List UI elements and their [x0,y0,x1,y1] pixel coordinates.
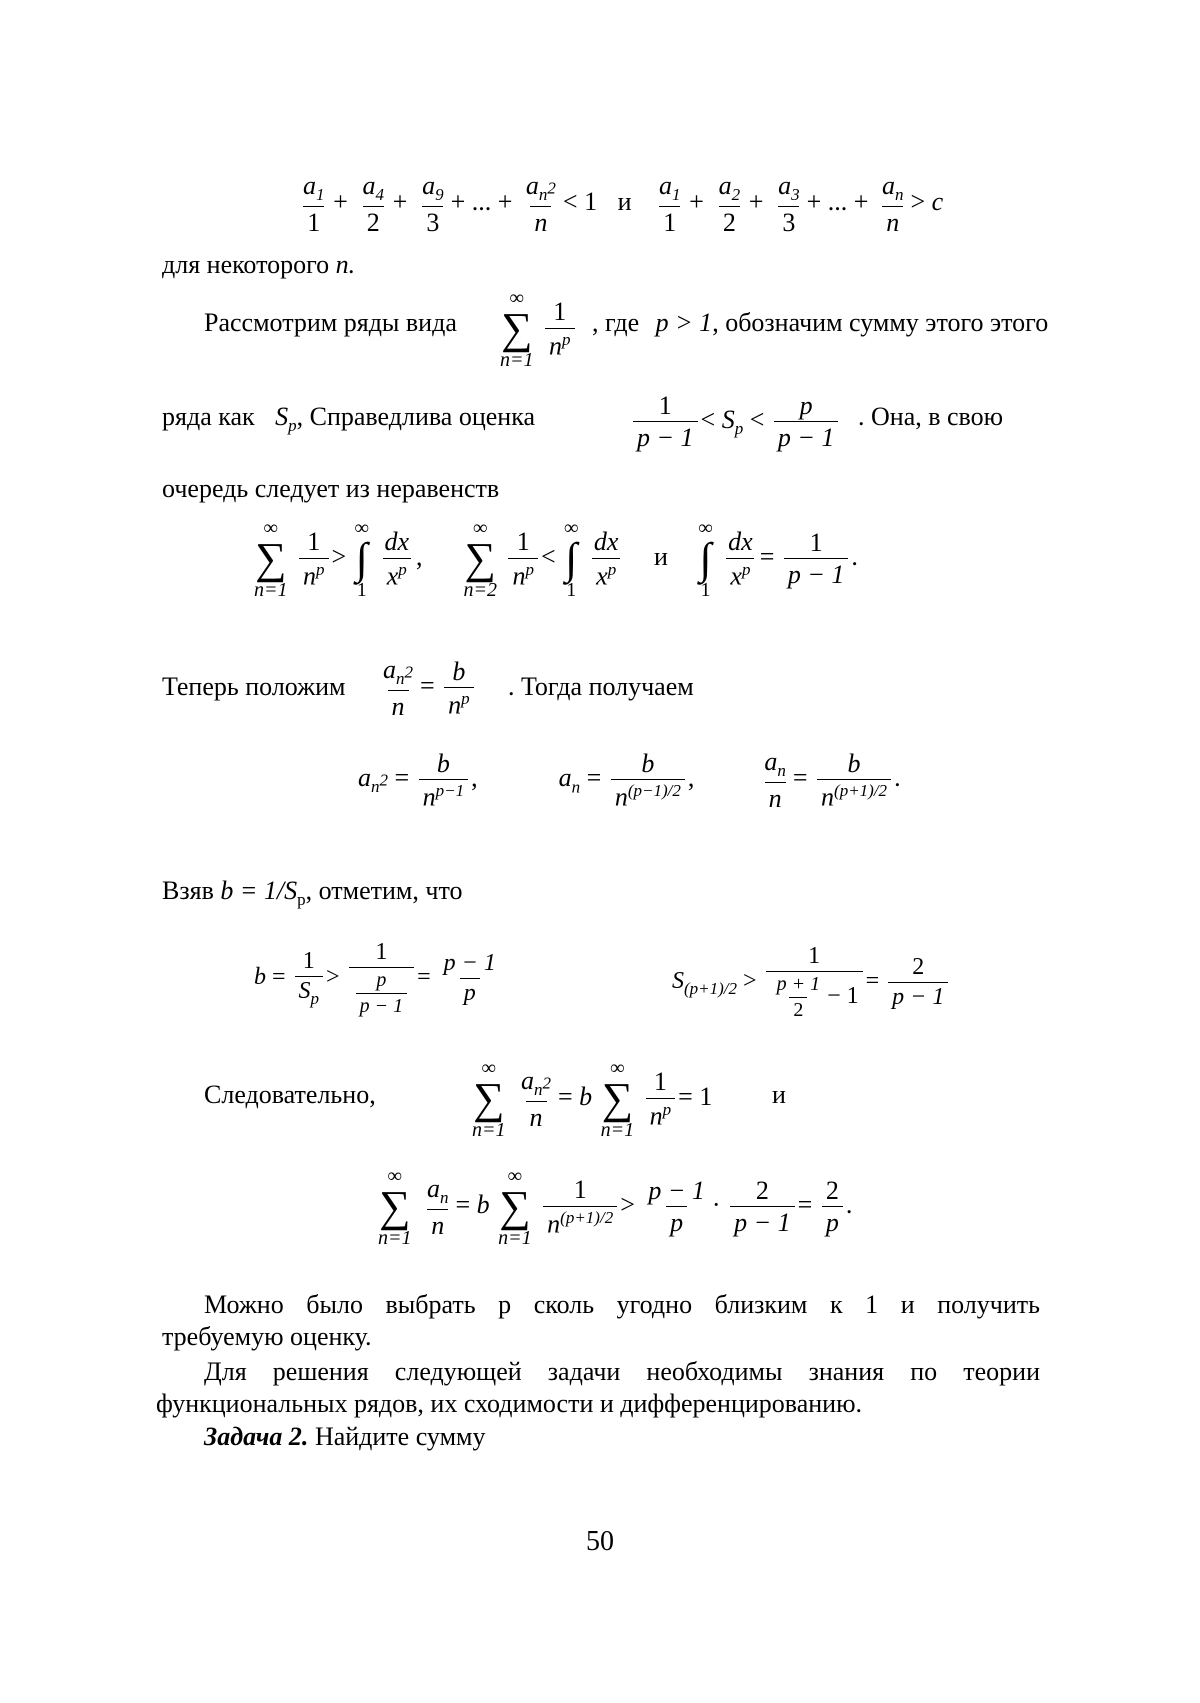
text-it-in-turn: . Она, в свою [858,402,1004,431]
formula-sum-equals-one: ∞ ∑ n=1 $\frac{a_{n^2}}{n}$ = b ∞ ∑ n=1 $\frac{1}{n^p}$ = 1 [472,1057,713,1141]
paragraph-could-choose-line1: Можно было выбрать p сколь угодно близким к 1 и получить [204,1290,1040,1319]
conj-and-1: и [617,187,632,217]
page-number: 50 [586,1526,614,1557]
text-consider-series: Рассмотрим ряды вида [204,308,457,337]
formula-p-series: ∞ ∑ n=1 $\frac{1}{n^p}$ [498,288,578,370]
paragraph-next-task-line1: Для решения следующей задачи необходимы знания по теории [204,1357,1040,1386]
text-therefore: Следовательно, [204,1080,376,1109]
paragraph-could-choose-line2: требуемую оценку. [162,1322,372,1351]
formula-final-sum: ∞ ∑ n=1 $\frac{a_n}{n}$ = b ∞ ∑ n=1 $\frac{1}{n^{(p+1)/2}}$ > $\frac{p - 1}{p}$ · $\frac{2}{p - 1}$ = $\frac{2}{p}$ . [378,1165,853,1249]
text-now-set: Теперь положим [162,672,346,701]
task-label: Задача 2. [204,1422,309,1451]
text-follows-from: очередь следует из неравенств [162,474,500,503]
text-then-get: . Тогда получаем [508,672,694,701]
text-for-some-n: для некоторого n. [162,250,356,279]
formula-s-estimate: $S_{(p+1)/2}$ > 1 $\frac{p + 1}{2}$ − 1 = $\frac{2}{p - 1}$ [672,944,951,1021]
text-taking-b: Взяв $b = 1/S_p$, отметим, что [162,876,463,910]
paragraph-next-task-line2: функциональных рядов, их сходимости и дифференцированию. [156,1389,863,1418]
formula-estimate: $\frac{1}{p - 1}$ < $S_p$ < $\frac{p}{p - 1}$ [630,392,841,452]
formula-b-estimate: b = $\frac{1}{S_p}$ > $\frac{1}{\frac{p}{p - 1}}$ = $\frac{p - 1}{p}$ [254,939,496,1018]
formula-partial-sums: $\frac{a_1}{1}$ + $\frac{a_4}{2}$ + $\frac{a_9}{3}$ + ... + $\frac{a_{n^2}}{n}$ < 1 и $\frac{a_1}{1}$ + $\frac{a_2}{2}$ + $\frac{a_3}{3}$ + ... + $\frac{a_n}{n}$ > c [303,171,944,238]
formula-substitution: $\frac{a_{n^2}}{n}$ = $\frac{b}{n^p}$ [376,656,477,720]
conj-and-2: и [772,1080,786,1109]
formula-an-expressions: $a_{n^2}$ = $\frac{b}{n^{p-1}}$ , $a_n$ = $\frac{b}{n^{(p-1)/2}}$ , $\frac{a_n}{n}$ = $\frac{b}{n^{(p+1)/2}}$ . [358,747,901,814]
task-2-heading: Задача 2. Найдите сумму [204,1422,486,1451]
formula-integral-inequalities: ∞ ∑ n=1 $\frac{1}{n^p}$ > ∞ ∫ 1 $\frac{dx}{x^p}$ , ∞ ∑ n=2 $\frac{1}{n^p}$ < ∞ ∫ 1 $\frac{dx}{x^p}$ и ∞ ∫ 1 $\frac{dx}{x^p}$ = $\frac{1}{p - 1}$ . [254,517,858,601]
text-series-as: ряда как $S_p$, Справедлива оценка [162,402,535,436]
text-where: , где p > 1, обозначим сумму этого этого [592,308,1049,337]
